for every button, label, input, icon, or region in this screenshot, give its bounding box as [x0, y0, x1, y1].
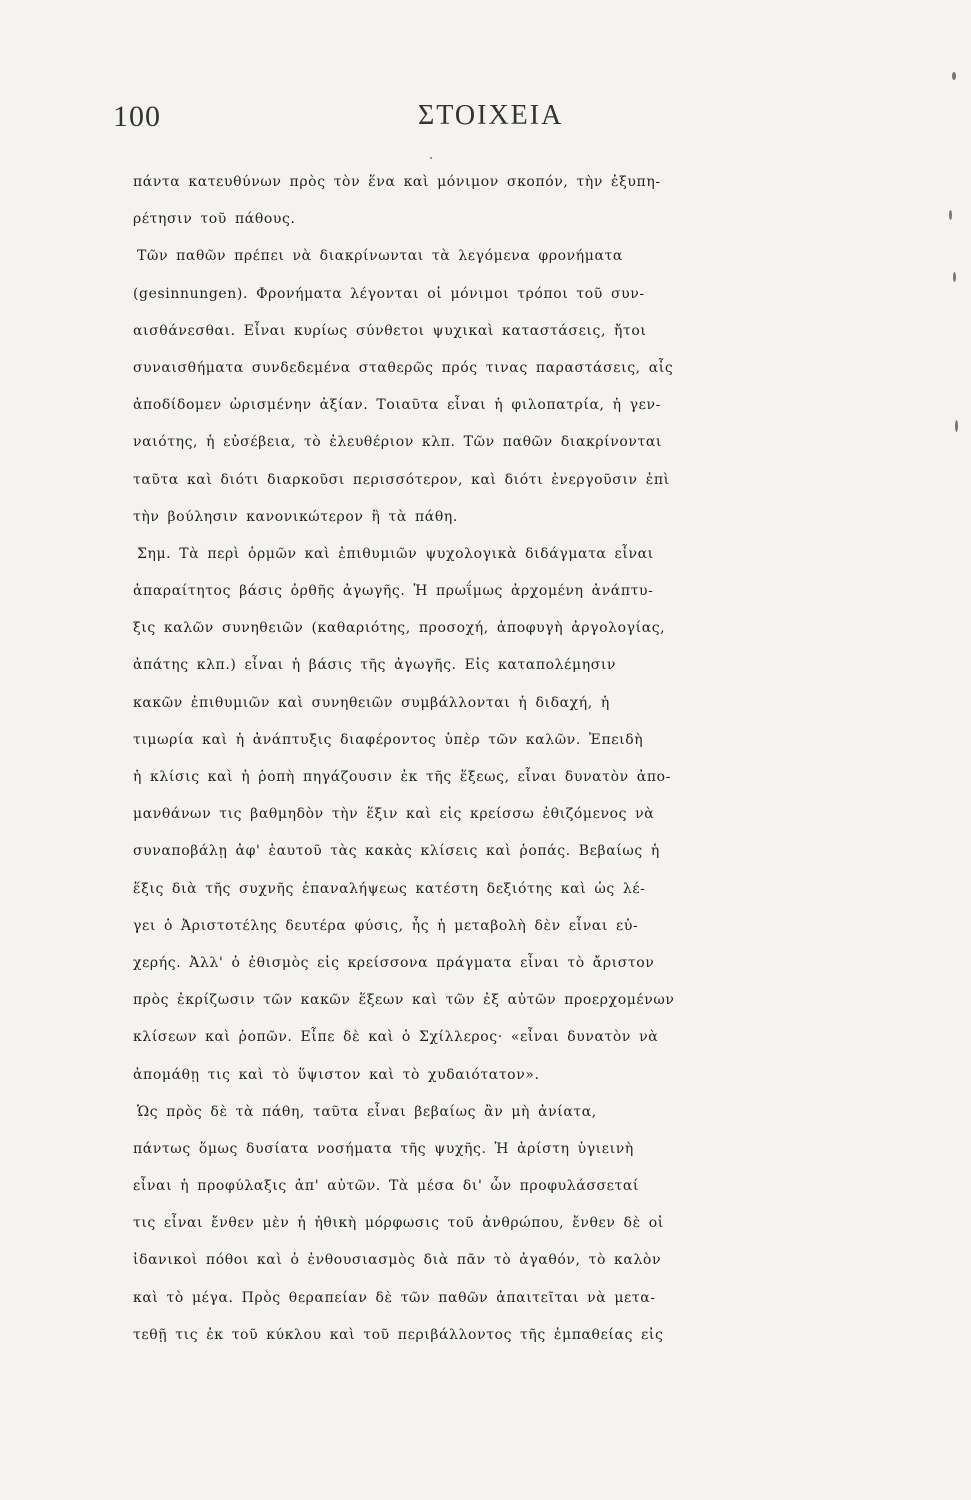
scan-speck [953, 272, 956, 282]
page-number: 100 [113, 100, 161, 133]
text-line: τις εἶναι ἔνθεν μὲν ἡ ἠθικὴ μόρφωσις τοῦ ἀνθρώπου, ἔνθεν δὲ οἱ [133, 1215, 664, 1232]
header-title: ΣΤΟΙΧΕΙΑ [418, 100, 564, 131]
text-line: καὶ τὸ μέγα. Πρὸς θεραπείαν δὲ τῶν παθῶν ἀπαιτεῖται νὰ μετα- [133, 1289, 656, 1306]
text-line: γει ὁ Ἀριστοτέλης δευτέρα φύσις, ἧς ἡ μεταβολὴ δὲν εἶναι εὐ- [133, 917, 639, 934]
text-line: μανθάνων τις βαθμηδὸν τὴν ἕξιν καὶ εἰς κρείσσω ἐθιζόμενος νὰ [133, 806, 655, 823]
text-line: ἀποδίδομεν ὡρισμένην ἀξίαν. Τοιαῦτα εἶναι ἡ φιλοπατρία, ἡ γεν- [133, 397, 661, 414]
text-line: τεθῇ τις ἐκ τοῦ κύκλου καὶ τοῦ περιβάλλοντος τῆς ἐμπαθείας εἰς [133, 1326, 664, 1343]
paragraph-start-line: Ὡς πρὸς δὲ τὰ πάθη, ταῦτα εἶναι βεβαίως ἂν μὴ ἀνίατα, [137, 1103, 597, 1120]
paragraph-start-line: Τῶν παθῶν πρέπει νὰ διακρίνωνται τὰ λεγόμενα φρονήματα [137, 248, 623, 265]
text-line: ρέτησιν τοῦ πάθους. [133, 211, 296, 228]
text-line: ἕξις διὰ τῆς συχνῆς ἐπαναλήψεως κατέστη δεξιότης καὶ ὡς λέ- [133, 880, 646, 897]
scan-speck [949, 210, 952, 220]
text-line: ξις καλῶν συνηθειῶν (καθαριότης, προσοχή, ἀποφυγὴ ἀργολογίας, [133, 620, 666, 637]
text-line: ἀπαραίτητος βάσις ὀρθῆς ἀγωγῆς. Ἡ πρωΐμως ἀρχομένη ἀνάπτυ- [133, 583, 654, 600]
text-line: πάντως ὅμως δυσίατα νοσήματα τῆς ψυχῆς. Ἡ ἀρίστη ὑγιεινὴ [133, 1140, 634, 1157]
text-line: συναποβάλῃ ἀφ' ἑαυτοῦ τὰς κακὰς κλίσεις καὶ ῥοπάς. Βεβαίως ἡ [133, 843, 660, 860]
note-start-line: Σημ. Τὰ περὶ ὁρμῶν καὶ ἐπιθυμιῶν ψυχολογικὰ διδάγματα εἶναι [137, 545, 654, 562]
text-line: ἡ κλίσις καὶ ἡ ῥοπὴ πηγάζουσιν ἐκ τῆς ἕξεως, εἶναι δυνατὸν ἀπο- [133, 769, 671, 785]
text-line: πάντα κατευθύνων πρὸς τὸν ἕνα καὶ μόνιμον σκοπόν, τὴν ἐξυπη- [133, 174, 661, 190]
text-line: κλίσεων καὶ ῥοπῶν. Εἶπε δὲ καὶ ὁ Σχίλλερος· «εἶναι δυνατὸν νὰ [133, 1029, 659, 1046]
text-line: πρὸς ἐκρίζωσιν τῶν κακῶν ἕξεων καὶ τῶν ἐξ αὐτῶν προερχομένων [133, 992, 675, 1009]
text-line: αισθάνεσθαι. Εἶναι κυρίως σύνθετοι ψυχικαὶ καταστάσεις, ἤτοι [133, 322, 647, 339]
text-line: ἀπομάθῃ τις καὶ τὸ ὕψιστον καὶ τὸ χυδαιότατον». [133, 1066, 540, 1083]
scan-speck [955, 420, 958, 432]
text-line: κακῶν ἐπιθυμιῶν καὶ συνηθειῶν συμβάλλονται ἡ διδαχή, ἡ [133, 694, 610, 711]
text-line: (gesinnungen). Φρονήματα λέγονται οἱ μόνιμοι τρόποι τοῦ συν- [133, 285, 645, 302]
running-head [113, 100, 893, 140]
text-line: ἀπάτης κλπ.) εἶναι ἡ βάσις τῆς ἀγωγῆς. Εἰς καταπολέμησιν [133, 657, 617, 674]
text-line: ναιότης, ἡ εὐσέβεια, τὸ ἐλευθέριον κλπ. Τῶν παθῶν διακρίνονται [133, 434, 663, 451]
text-line: ἰδανικοὶ πόθοι καὶ ὁ ἐνθουσιασμὸς διὰ πᾶν τὸ ἀγαθόν, τὸ καλὸν [133, 1252, 662, 1269]
text-line: χερής. Ἀλλ' ὁ ἐθισμὸς εἰς κρείσσονα πράγματα εἶναι τὸ ἄριστον [133, 954, 655, 971]
scan-speck [952, 72, 956, 80]
text-line: εἶναι ἡ προφύλαξις ἀπ' αὐτῶν. Τὰ μέσα δι' ὧν προφυλάσσεταί [133, 1178, 639, 1195]
text-line: τὴν βούλησιν κανονικώτερον ἢ τὰ πάθη. [133, 508, 458, 525]
text-line: τιμωρία καὶ ἡ ἀνάπτυξις διαφέροντος ὑπὲρ τῶν καλῶν. Ἐπειδὴ [133, 731, 644, 748]
text-line: ταῦτα καὶ διότι διαρκοῦσι περισσότερον, καὶ διότι ἐνεργοῦσιν ἐπὶ [133, 471, 670, 488]
text-line: συναισθήματα συνδεδεμένα σταθερῶς πρός τινας παραστάσεις, αἷς [133, 359, 674, 376]
scan-speck [430, 157, 432, 159]
body-text [133, 164, 913, 1354]
